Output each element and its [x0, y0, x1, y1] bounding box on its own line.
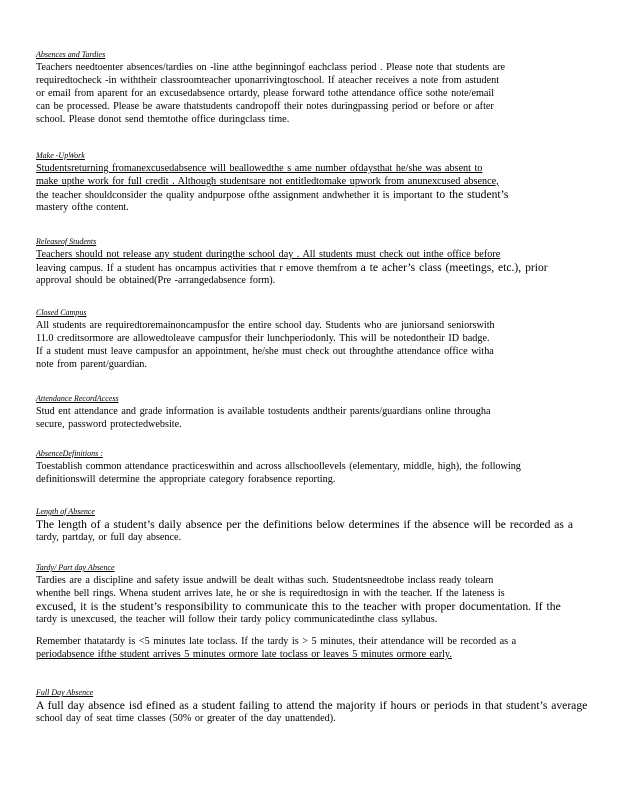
body-line: school day of seat time classes (50% or greater of the day unattended).: [36, 713, 336, 724]
body-line: [36, 635, 584, 648]
body-line: Stud ent attendance and grade information is available tostudents andtheir parents/guardians online througha: [36, 406, 491, 417]
body-line: mastery ofthe content.: [36, 202, 129, 213]
section-heading: Length of Absence: [36, 507, 95, 516]
section-tardy-part-day-absence: [36, 563, 584, 661]
body-line: Studentsreturning fromanexcusedabsence will beallowedthe s ame number ofdaysthat he/she was absent to: [36, 163, 483, 174]
section-attendance-record-access: [36, 394, 584, 431]
body-line: tardy, partday, or full day absence.: [36, 532, 182, 543]
section-absence-definitions: [36, 449, 584, 486]
body-line: Tardies are a discipline and safety issue andwill be dealt withas such. Studentsneedtobe inclass ready tolearn: [36, 575, 494, 586]
body-line: secure, password protectedwebsite.: [36, 419, 182, 430]
body-line: requiredtocheck -in withtheir classroomteacher uponarrivingtoschool. If ateacher receives a note from astudent: [36, 75, 500, 86]
body-line: All students are requiredtoremainoncampusfor the entire school day. Students who are juniorsand seniorswith: [36, 320, 495, 331]
body-line: note from parent/guardian.: [36, 359, 147, 370]
body-line: definitionswill determine the appropriate category forabsence reporting.: [36, 474, 336, 485]
section-heading: Attendance RecordAccess: [36, 394, 119, 403]
section-length-of-absence: [36, 507, 584, 544]
body-line: school. Please donot send themtothe office duringclass time.: [36, 114, 290, 125]
body-line: excused, it is the student’s responsibility to communicate this to the teacher with proper documentation. If the: [36, 600, 561, 613]
body-text: leaving campus. If a student has oncampus activities that r emove themfrom: [36, 263, 358, 274]
body-line: The length of a student’s daily absence per the definitions below determines if the absence will be recorded as a: [36, 518, 573, 531]
section-closed-campus: [36, 308, 584, 371]
body-line: [36, 188, 584, 201]
section-absences-tardies: [36, 50, 584, 126]
section-heading: Releaseof Students: [36, 237, 97, 246]
body-text: Remember thatatardy is <5 minutes late toclass. If the tardy is > 5 minutes, their attendance will be recorded as a: [36, 636, 517, 647]
body-line: tardy is unexcused, the teacher will follow their tardy policy communicatedinthe class syllabus.: [36, 614, 438, 625]
body-line: Teachers needtoenter absences/tardies on -line atthe beginningof eachclass period . Please note that students are: [36, 62, 505, 73]
body-line: Toestablish common attendance practiceswithin and across allschoollevels (elementary, middle, high), the following: [36, 461, 521, 472]
section-heading: Make -UpWork: [36, 151, 85, 160]
body-line: 11.0 creditsormore are allowedtoleave campusfor their lunchperiodonly. This will be notedontheir ID badge.: [36, 333, 490, 344]
body-line: approval should be obtained(Pre -arrangedabsence form).: [36, 275, 276, 286]
section-heading: Absences and Tardies: [36, 50, 106, 59]
underlined-text: make upthe work for full credit . Although studentsare not entitledtomake upwork from anunexcused absence,: [36, 176, 499, 187]
section-heading: Tardy/ Part day Absence: [36, 563, 115, 572]
section-full-day-absence: [36, 688, 588, 725]
body-line: can be processed. Please be aware thatstudents candropoff their notes duringpassing period or before or after: [36, 101, 494, 112]
body-text: the teacher shouldconsider the quality andpurpose ofthe assignment andwhether it is important: [36, 190, 433, 201]
body-line: or email from aparent for an excusedabsence ortardy, please forward tothe attendance office sothe note/email: [36, 88, 495, 99]
section-release-of-students: [36, 237, 584, 287]
section-heading: Closed Campus: [36, 308, 87, 317]
section-make-up-work: [36, 151, 584, 214]
body-line: [36, 261, 584, 274]
underlined-text: Teachers should not release any student duringthe school day . All students must check out inthe office before: [36, 249, 501, 260]
body-line: A full day absence isd efined as a student failing to attend the majority if hours or periods in that student’s average: [36, 699, 588, 712]
body-line: [36, 248, 584, 261]
body-line: If a student must leave campusfor an appointment, he/she must check out throughthe attendance office witha: [36, 346, 494, 357]
body-line: periodabsence ifthe student arrives 5 minutes ormore late toclass or leaves 5 minutes ormore early.: [36, 649, 452, 660]
body-line: whenthe bell rings. Whena student arrives late, he or she is requiredtosign in with the teacher. If the lateness is: [36, 588, 505, 599]
paragraph-gap: [36, 626, 584, 635]
section-heading: AbsenceDefinitions :: [36, 449, 103, 458]
body-line: [36, 175, 584, 188]
body-text-large: to the student’s: [436, 188, 509, 201]
section-heading: Full Day Absence: [36, 688, 94, 697]
body-text-large: a te acher’s class (meetings, etc.), prior: [360, 261, 548, 274]
